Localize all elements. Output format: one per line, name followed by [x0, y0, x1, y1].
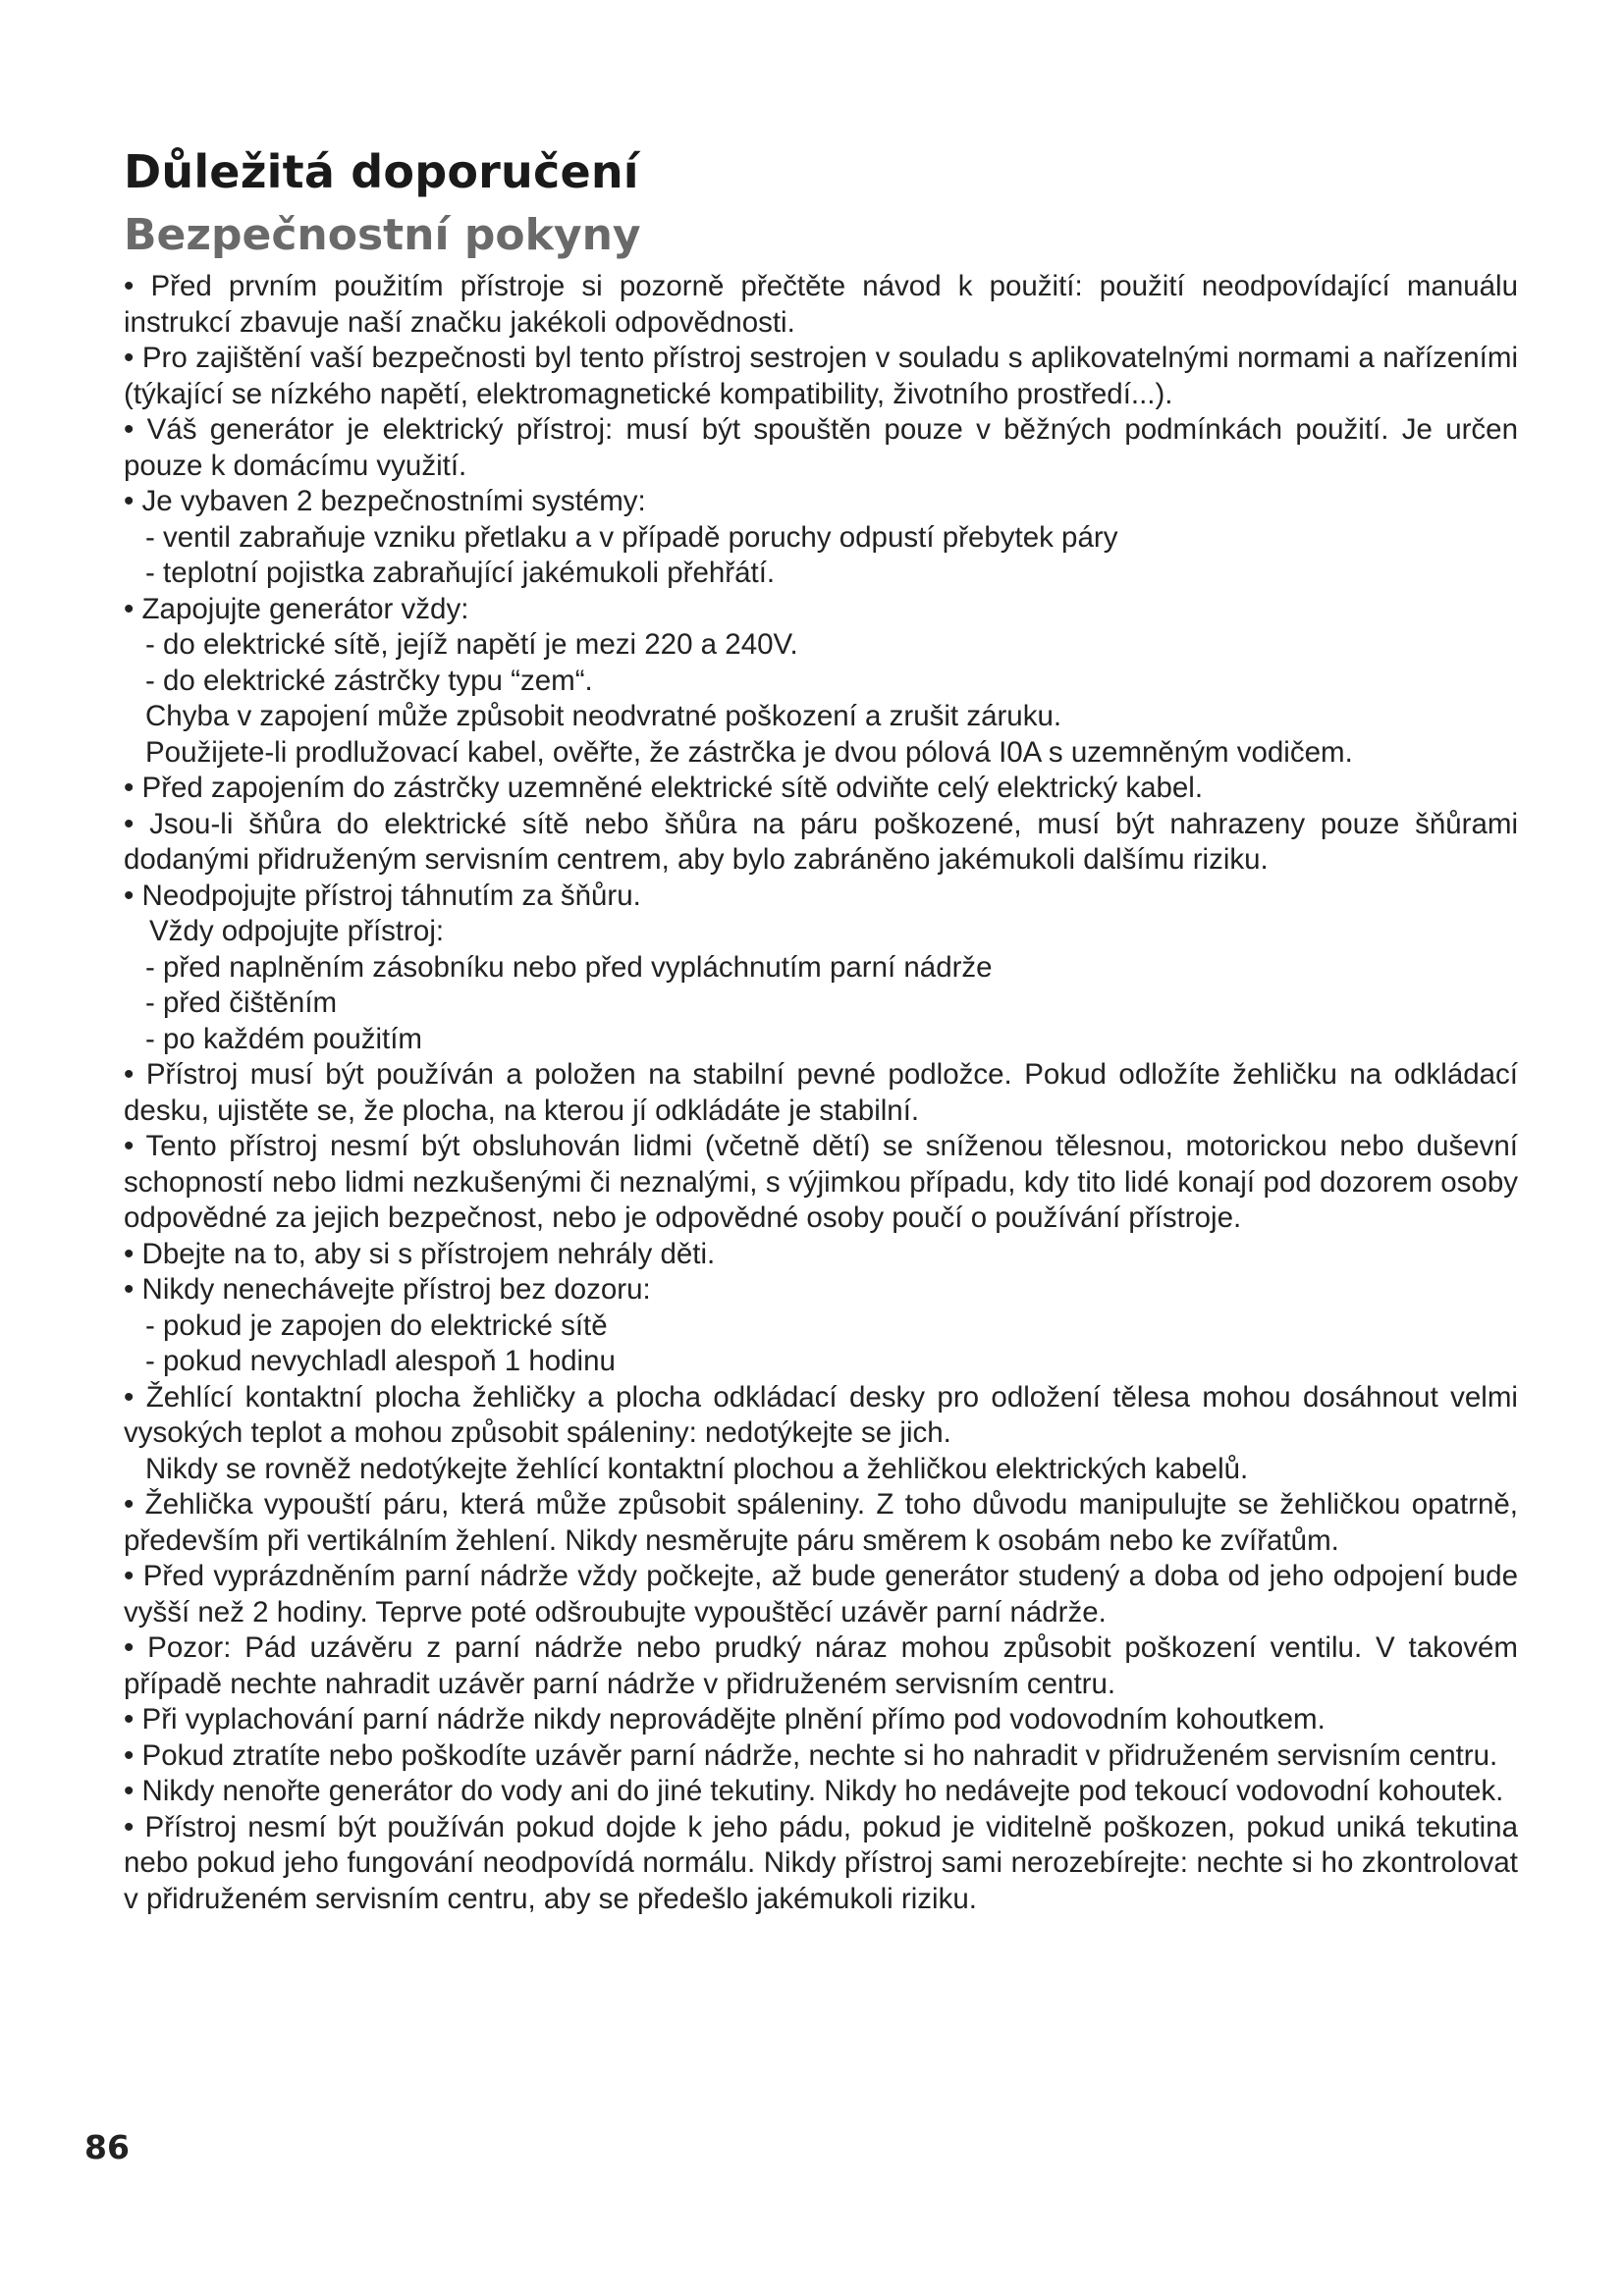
instruction-paragraph: • Tento přístroj nesmí být obsluhován lidmi (včetně dětí) se sníženou tělesnou, motorickou nebo duševní schopností nebo lidmi nezkušenými či neznalými, s výjimkou případu, kdy tito lidé konají pod dozorem osoby odpovědné za jejich bezpečnost, nebo je odpovědné osoby poučí o používání přístroje.: [124, 1130, 1518, 1234]
sub-item: - před naplněním zásobníku nebo před vypláchnutím parní nádrže: [145, 950, 993, 984]
instruction-paragraph: • Nikdy nenechávejte přístroj bez dozoru:: [124, 1273, 651, 1306]
instruction-paragraph: • Před zapojením do zástrčky uzemněné elektrické sítě odviňte celý elektrický kabel.: [124, 772, 1204, 804]
sub-item: - teplotní pojistka zabraňující jakémukoli přehřátí.: [145, 557, 776, 589]
continuation-line: Použijete-li prodlužovací kabel, ověřte, že zástrčka je dvou pólová I0A s uzemněným vodičem.: [145, 735, 1353, 769]
continuation-line: Chyba v zapojení může způsobit neodvratné poškození a zrušit záruku.: [145, 700, 1062, 732]
instruction-paragraph: • Dbejte na to, aby si s přístrojem nehrály děti.: [124, 1237, 716, 1270]
page-title: Důležitá doporučení: [124, 145, 639, 198]
instruction-paragraph: • Přístroj musí být používán a položen na stabilní pevné podložce. Pokud odložíte žehličku na odkládací desku, ujistěte se, že plocha, na kterou jí odkládáte je stabilní.: [124, 1058, 1518, 1127]
sub-item: - do elektrické sítě, jejíž napětí je mezi 220 a 240V.: [145, 628, 798, 661]
section-subtitle: Bezpečnostní pokyny: [124, 210, 641, 260]
instruction-paragraph: • Žehlička vypouští páru, která může způsobit spáleniny. Z toho důvodu manipulujte se žehličkou opatrně, především při vertikálním žehlení. Nikdy nesměrujte páru směrem k osobám nebo ke zvířatům.: [124, 1488, 1518, 1557]
instruction-paragraph: • Před vyprázdněním parní nádrže vždy počkejte, až bude generátor studený a doba od jeho odpojení bude vyšší než 2 hodiny. Teprve poté odšroubujte vypouštěcí uzávěr parní nádrže.: [124, 1560, 1518, 1629]
instruction-paragraph: • Je vybaven 2 bezpečnostními systémy:: [124, 485, 646, 517]
instruction-paragraph: • Váš generátor je elektrický přístroj: musí být spouštěn pouze v běžných podmínkách použití. Je určen pouze k domácímu využití.: [124, 413, 1518, 482]
instruction-paragraph: • Při vyplachování parní nádrže nikdy neprovádějte plnění přímo pod vodovodním kohoutkem.: [124, 1703, 1326, 1735]
instruction-paragraph: • Jsou-li šňůra do elektrické sítě nebo šňůra na páru poškozené, musí být nahrazeny pouze šňůrami dodanými přidruženým servisním centrem, aby bylo zabráněno jakémukoli dalšímu riziku.: [124, 807, 1518, 876]
sub-item: - po každém použitím: [145, 1022, 423, 1055]
safety-instructions: [124, 269, 1518, 1917]
continuation-line: Nikdy se rovněž nedotýkejte žehlící kontaktní plochou a žehličkou elektrických kabelů.: [145, 1452, 1249, 1485]
sub-item: - před čištěním: [145, 987, 338, 1019]
sub-item: - do elektrické zástrčky typu “zem“.: [145, 664, 593, 697]
continuation-line: Vždy odpojujte přístroj:: [149, 915, 445, 947]
instruction-paragraph: • Nikdy nenořte generátor do vody ani do jiné tekutiny. Nikdy ho nedávejte pod tekoucí vodovodní kohoutek.: [124, 1775, 1504, 1807]
sub-item: - ventil zabraňuje vzniku přetlaku a v případě poruchy odpustí přebytek páry: [145, 520, 1118, 554]
instruction-paragraph: • Neodpojujte přístroj táhnutím za šňůru.: [124, 879, 641, 912]
instruction-paragraph: • Před prvním použitím přístroje si pozorně přečtěte návod k použití: použití neodpovídající manuálu instrukcí zbavuje naší značku jakékoli odpovědnosti.: [124, 270, 1518, 339]
instruction-paragraph: • Pozor: Pád uzávěru z parní nádrže nebo prudký náraz mohou způsobit poškození ventilu. V takovém případě nechte nahradit uzávěr parní nádrže v přidruženém servisním centru.: [124, 1631, 1518, 1700]
instruction-paragraph: • Pro zajištění vaší bezpečnosti byl tento přístroj sestrojen v souladu s aplikovatelnými normami a nařízeními (týkající se nízkého napětí, elektromagnetické kompatibility, životního prostředí...).: [124, 342, 1518, 410]
instruction-paragraph: • Žehlící kontaktní plocha žehličky a plocha odkládací desky pro odložení tělesa mohou dosáhnout velmi vysokých teplot a mohou způsobit spáleniny: nedotýkejte se jich.: [124, 1380, 1518, 1449]
instruction-paragraph: • Přístroj nesmí být používán pokud dojde k jeho pádu, pokud je viditelně poškozen, pokud uniká tekutina nebo pokud jeho fungování neodpovídá normálu. Nikdy přístroj sami nerozebírejte: nechte si ho zkontrolovat v přidruženém servisním centru, aby se předešlo jakémukoli riziku.: [124, 1810, 1518, 1915]
instruction-paragraph: • Zapojujte generátor vždy:: [124, 592, 469, 625]
sub-item: - pokud nevychladl alespoň 1 hodinu: [145, 1345, 616, 1377]
page-number: 86: [84, 2128, 130, 2166]
sub-item: - pokud je zapojen do elektrické sítě: [145, 1308, 608, 1342]
instruction-paragraph: • Pokud ztratíte nebo poškodíte uzávěr parní nádrže, nechte si ho nahradit v přidruženém servisním centru.: [124, 1738, 1498, 1772]
